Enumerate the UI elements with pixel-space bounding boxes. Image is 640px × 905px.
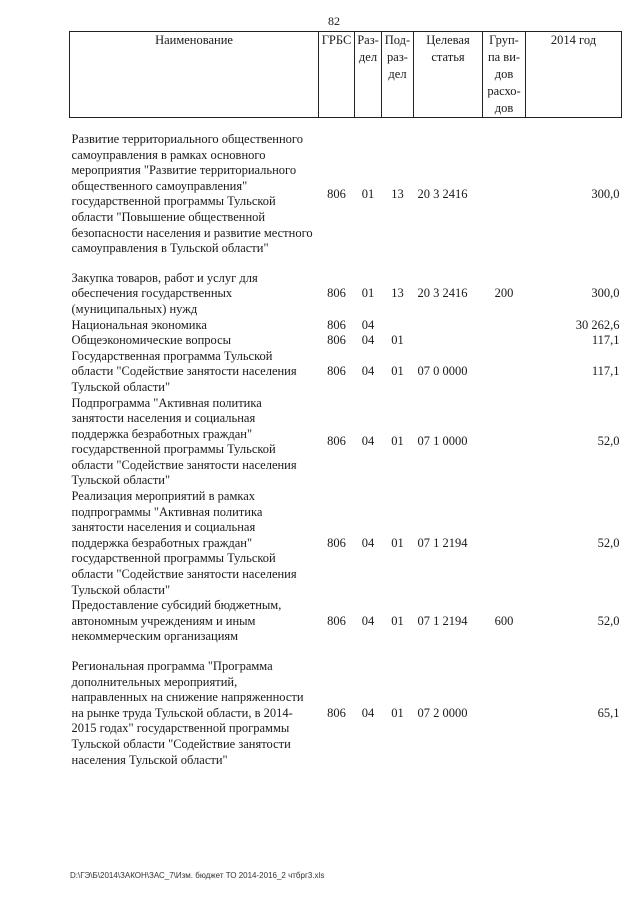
- table-row: [70, 659, 622, 768]
- row-celevaya-statya: 20 3 2416: [417, 186, 468, 201]
- row-name: Общеэкономические вопросы: [71, 333, 232, 348]
- table-row: [70, 396, 622, 490]
- row-grbs: 806: [327, 364, 346, 379]
- row-celevaya-statya: [414, 333, 483, 349]
- header-gruppa: Груп- па ви- дов расхо- дов: [483, 32, 526, 118]
- table-row: [70, 333, 622, 349]
- header-name: Наименование: [70, 32, 319, 118]
- header-celevaya: Целевая статья: [414, 32, 483, 118]
- row-vid-raskhodov: [483, 659, 526, 768]
- row-celevaya-statya: 07 0 0000: [417, 364, 468, 379]
- table-row: [70, 489, 622, 598]
- row-celevaya-statya: 20 3 2416: [417, 286, 468, 301]
- row-amount: 52,0: [597, 535, 620, 550]
- row-grbs: 806: [327, 705, 346, 720]
- row-razdel: 01: [361, 286, 375, 301]
- row-vid-raskhodov: [483, 318, 526, 334]
- row-amount: 117,1: [591, 333, 620, 348]
- row-name: Развитие территориального общественного самоуправления в рамках основного мероприятия "Развитие территориального общественного самоуправления" государственной программы Тульской области "Повышение общественной безопасности населения и развитие местного самоуправления в Тульской области": [71, 132, 313, 256]
- row-podrazdel: 01: [391, 333, 404, 348]
- row-razdel: 01: [361, 186, 375, 201]
- row-razdel: 04: [361, 317, 375, 332]
- row-podrazdel: 01: [391, 705, 404, 720]
- row-razdel: 04: [361, 705, 375, 720]
- row-grbs: 806: [327, 286, 346, 301]
- row-podrazdel: 13: [391, 186, 404, 201]
- row-podrazdel: 01: [391, 535, 404, 550]
- header-razdel: Раз- дел: [355, 32, 382, 118]
- table-body: [70, 118, 622, 769]
- row-amount: 52,0: [597, 434, 620, 449]
- row-vid-raskhodov: 600: [494, 613, 514, 628]
- row-celevaya-statya: 07 1 2194: [417, 535, 468, 550]
- row-name: Подпрограмма "Активная политика занятости населения и социальная поддержка безработных граждан" государственной программы Тульской области "Содействие занятости населения Тульской области": [71, 395, 297, 488]
- row-vid-raskhodov: 200: [494, 286, 514, 301]
- row-grbs: 806: [327, 434, 346, 449]
- row-podrazdel: 01: [391, 434, 404, 449]
- row-razdel: 04: [361, 613, 375, 628]
- row-spacer: [70, 645, 622, 659]
- header-year: 2014 год: [526, 32, 622, 118]
- file-path-footer: D:\ГЭ\Б\2014\ЗАКОН\ЗАС_7\Изм. бюджет ТО 2014-2016_2 чтбрг3.xls: [70, 871, 325, 880]
- header-podrazdel: Под- раз- дел: [382, 32, 414, 118]
- row-podrazdel: 13: [391, 286, 404, 301]
- row-name: Предоставление субсидий бюджетным, автономным учреждениям и иным некоммерческим организациям: [71, 598, 282, 644]
- table-header: [70, 32, 622, 118]
- row-razdel: 04: [361, 535, 375, 550]
- budget-table: [69, 31, 622, 768]
- table-row: [70, 598, 622, 645]
- row-spacer: [70, 118, 622, 133]
- row-amount: 30 262,6: [575, 317, 620, 332]
- row-amount: 300,0: [591, 186, 620, 201]
- row-podrazdel: 01: [391, 364, 404, 379]
- row-name: Национальная экономика: [71, 317, 207, 332]
- table-row: [70, 349, 622, 396]
- row-vid-raskhodov: [483, 349, 526, 396]
- row-amount: 300,0: [591, 286, 620, 301]
- row-grbs: 806: [327, 186, 346, 201]
- row-razdel: 04: [361, 333, 375, 348]
- page-number: 82: [328, 14, 340, 28]
- row-name: Закупка товаров, работ и услуг для обеспечения государственных (муниципальных) нужд: [71, 270, 258, 316]
- table-row: [70, 318, 622, 334]
- row-podrazdel: 01: [391, 613, 404, 628]
- row-celevaya-statya: 07 1 2194: [417, 613, 468, 628]
- row-vid-raskhodov: [483, 333, 526, 349]
- row-name: Реализация мероприятий в рамках подпрограммы "Активная политика занятости населения и социальная поддержка безработных граждан" государственной программы Тульской области "Содействие занятости населения Тульской области": [71, 489, 297, 597]
- row-amount: 52,0: [597, 613, 620, 628]
- table-row: [70, 132, 622, 257]
- row-amount: 65,1: [597, 705, 620, 720]
- row-podrazdel: [382, 318, 414, 334]
- row-name: Региональная программа "Программа дополнительных мероприятий, направленных на снижение напряженности на рынке труда Тульской области, в 2014-2015 годах" государственной программы Тульской области "Содействие занятости населения Тульской области": [71, 659, 304, 767]
- row-spacer: [70, 257, 622, 271]
- row-vid-raskhodov: [483, 489, 526, 598]
- row-vid-raskhodov: [483, 132, 526, 257]
- row-grbs: 806: [327, 535, 346, 550]
- row-razdel: 04: [361, 364, 375, 379]
- row-grbs: 806: [327, 333, 346, 348]
- table-row: [70, 271, 622, 318]
- row-vid-raskhodov: [483, 396, 526, 490]
- row-grbs: 806: [327, 317, 346, 332]
- row-celevaya-statya: 07 2 0000: [417, 705, 468, 720]
- row-celevaya-statya: 07 1 0000: [417, 434, 468, 449]
- row-celevaya-statya: [414, 318, 483, 334]
- row-name: Государственная программа Тульской области "Содействие занятости населения Тульской области": [71, 348, 297, 394]
- row-amount: 117,1: [591, 364, 620, 379]
- header-grbs: ГРБС: [319, 32, 355, 118]
- row-grbs: 806: [327, 613, 346, 628]
- row-razdel: 04: [361, 434, 375, 449]
